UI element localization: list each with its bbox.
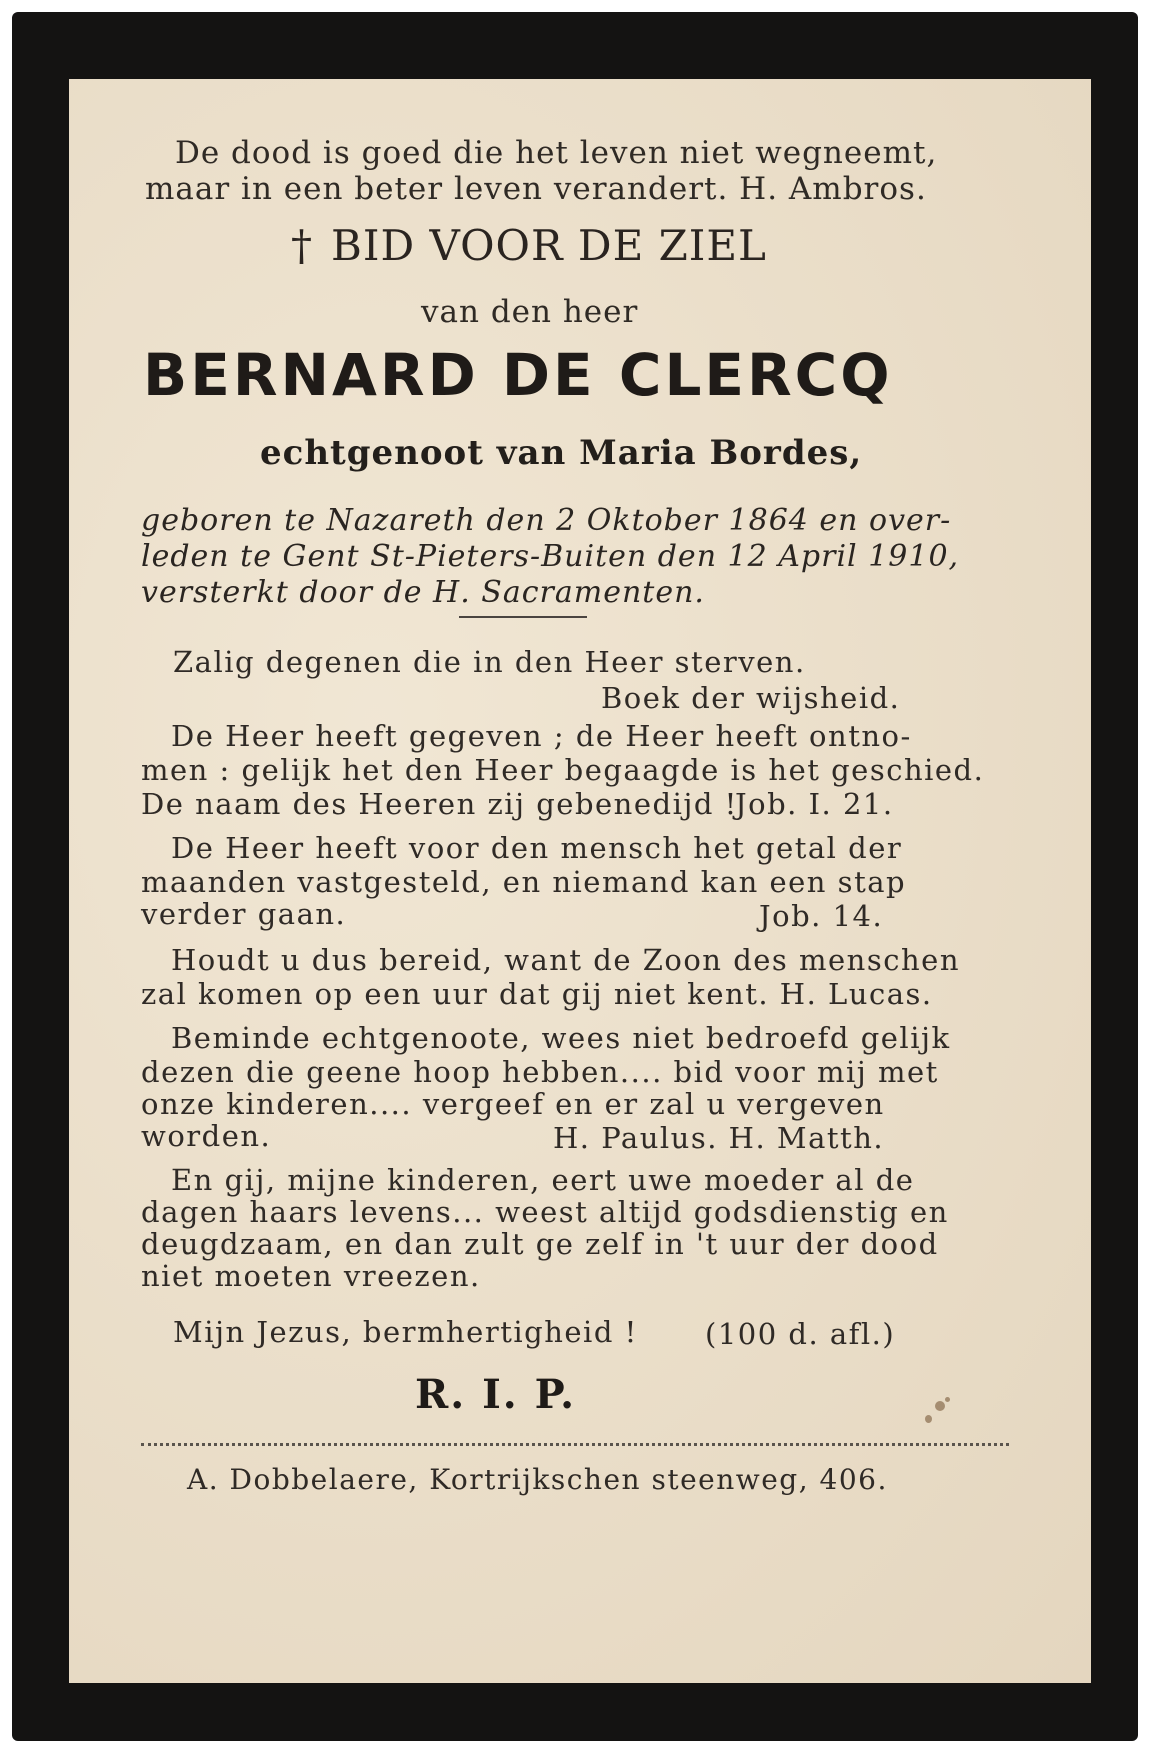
epigraph-line-2: maar in een beter leven verandert. H. Ambros. xyxy=(145,171,927,207)
deceased-name: BERNARD DE CLERCQ xyxy=(143,341,893,409)
verse-5-line-3: onze kinderen.... vergeef en er zal u vergeven xyxy=(141,1087,885,1121)
verse-6-line-4: niet moeten vreezen. xyxy=(141,1259,481,1293)
bio-line-2: leden te Gent St-Pieters-Buiten den 12 April 1910, xyxy=(141,539,960,574)
verse-4-line-1: Houdt u dus bereid, want de Zoon des menschen xyxy=(171,943,961,977)
verse-3-line-3: verder gaan. xyxy=(141,897,347,931)
prayer-heading-text: BID VOOR DE ZIEL xyxy=(331,221,767,270)
dotted-separator xyxy=(141,1443,1009,1446)
verse-3-source: Job. 14. xyxy=(759,899,884,933)
verse-1-line-1: Zalig degenen die in den Heer sterven. xyxy=(173,645,806,679)
verse-5-source: H. Paulus. H. Matth. xyxy=(553,1121,885,1155)
prayer-heading xyxy=(291,221,767,270)
cross-icon: † xyxy=(291,221,313,270)
closing-prayer: Mijn Jezus, bermhertigheid ! xyxy=(173,1315,638,1349)
rip-inscription: R. I. P. xyxy=(415,1371,577,1418)
epigraph-line-1: De dood is goed die het leven niet wegneemt, xyxy=(175,135,938,171)
separator-rule xyxy=(459,616,587,618)
printer-imprint: A. Dobbelaere, Kortrijkschen steenweg, 406. xyxy=(187,1463,888,1496)
verse-5-line-4: worden. xyxy=(141,1119,272,1153)
verse-3-line-2: maanden vastgesteld, en niemand kan een stap xyxy=(141,865,907,899)
verse-1-source: Boek der wijsheid. xyxy=(601,681,901,715)
verse-4-line-2: zal komen op een uur dat gij niet kent. H. Lucas. xyxy=(141,977,933,1011)
stain-mark xyxy=(925,1415,932,1423)
indulgence-note: (100 d. afl.) xyxy=(705,1317,896,1351)
stain-mark xyxy=(945,1397,950,1402)
mourning-card-border xyxy=(12,12,1138,1741)
verse-5-line-1: Beminde echtgenoote, wees niet bedroefd gelijk xyxy=(171,1021,951,1055)
verse-6-line-2: dagen haars levens... weest altijd godsdienstig en xyxy=(141,1195,949,1229)
verse-2-line-2: men : gelijk het den Heer begaagde is het geschied. xyxy=(141,753,985,787)
verse-6-line-1: En gij, mijne kinderen, eert uwe moeder al de xyxy=(171,1163,915,1197)
verse-2-line-1: De Heer heeft gegeven ; de Heer heeft ontno- xyxy=(171,719,912,753)
memorial-card-paper xyxy=(69,79,1091,1683)
intro-text: van den heer xyxy=(421,294,639,330)
spouse-line: echtgenoot van Maria Bordes, xyxy=(260,433,863,473)
verse-5-line-2: dezen die geene hoop hebben.... bid voor mij met xyxy=(141,1055,939,1089)
verse-6-line-3: deugdzaam, en dan zult ge zelf in 't uur der dood xyxy=(141,1227,939,1261)
bio-line-3: versterkt door de H. Sacramenten. xyxy=(141,575,705,610)
verse-2-line-3: De naam des Heeren zij gebenedijd ! xyxy=(141,787,738,821)
stain-mark xyxy=(935,1401,945,1411)
bio-line-1: geboren te Nazareth den 2 Oktober 1864 en over- xyxy=(141,503,952,538)
verse-2-source: Job. I. 21. xyxy=(735,787,894,821)
verse-3-line-1: De Heer heeft voor den mensch het getal der xyxy=(171,831,903,865)
